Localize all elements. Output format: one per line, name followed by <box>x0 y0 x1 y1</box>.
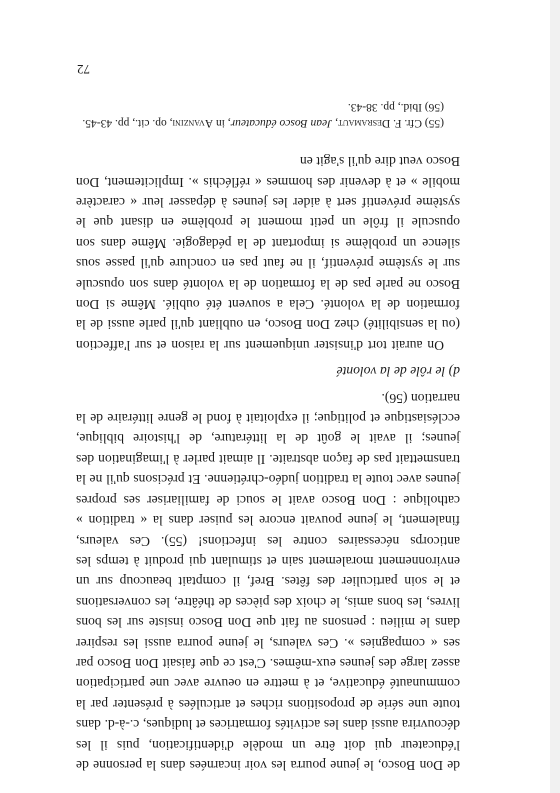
page-number: 72 <box>77 62 90 77</box>
footnote-author-2: Avanzini <box>172 117 214 129</box>
footnote-56: (56) Ibid., pp. 38-43. <box>347 101 444 113</box>
footnote-title: , Jean Bosco éducateur <box>230 117 338 129</box>
paragraph-values: de Don Bosco, le jeune pourra les voir incarnées dans la personne de l'éducateur qui doit être un modèle d'identification, puis il les découvrira aussi dans les activités formatrices et ludiques, c.-à-d. dans toute une série de propositions riches et articulées à présenter par la communauté éducative, et à mettre en oeuvre avec une participation assez large des jeunes eux-mêmes. C'est ce que faisait Don Bosco par ses « compagnies ». Ces valeurs, le jeune pourra aussi les respirer dans le milieu : pensons au fait que Don Bosco insiste sur les bons livres, les bons amis, le choix des pièces de théâtre, les conversations et le soin particulier des fêtes. Bref, il comptait beaucoup sur un environnement moralement sain et stimulant qui produit à temps les anticorps nécessaires contre les infections! (55). Ces valeurs, finalement, le jeune pouvait encore les puiser dans la « tradition » catholique : Don Bosco avait le souci de familiariser ses propres jeunes avec toute la tradition judéo-chrétienne. Et précisons qu'il ne la transmettait pas de façon abstraite. Il aimait parler à l'imagination des jeunes; il avait le goût de la littérature, de l'histoire biblique, ecclésiastique et politique; il exploitait à fond le genre littéraire de la narration (56). <box>76 390 460 773</box>
footnotes <box>76 99 444 131</box>
section-heading: d) le rôle de la volonté <box>336 364 460 380</box>
main-text <box>76 151 460 775</box>
footnote-55: (55) Cfr. F. Desramaut, Jean Bosco éducateur, in Avanzini, op. cit., pp. 43-45. <box>82 117 444 129</box>
footnote-author: Desramaut <box>337 117 391 129</box>
paragraph-volonte: On aurait tort d'insister uniquement sur la raison et sur l'affection (ou la sensibilité) chez Don Bosco, en oubliant qu'il parle aussi de la formation de la volonté. Cela a souvent été oublié. Même si Don Bosco ne parle pas de la formation de la volonté dans son opuscule sur le système préventif, il ne faut pas en conclure qu'il passe sous silence un problème si important de la pédagogie. Même dans son opuscule il frôle un petit moment le problème en disant que le système préventif sert à aider les jeunes à dépasser leur « caractère mobile » et à devenir des hommes « réfléchis ». Implicitement, Don Bosco veut dire qu'il s'agit en <box>76 154 460 353</box>
